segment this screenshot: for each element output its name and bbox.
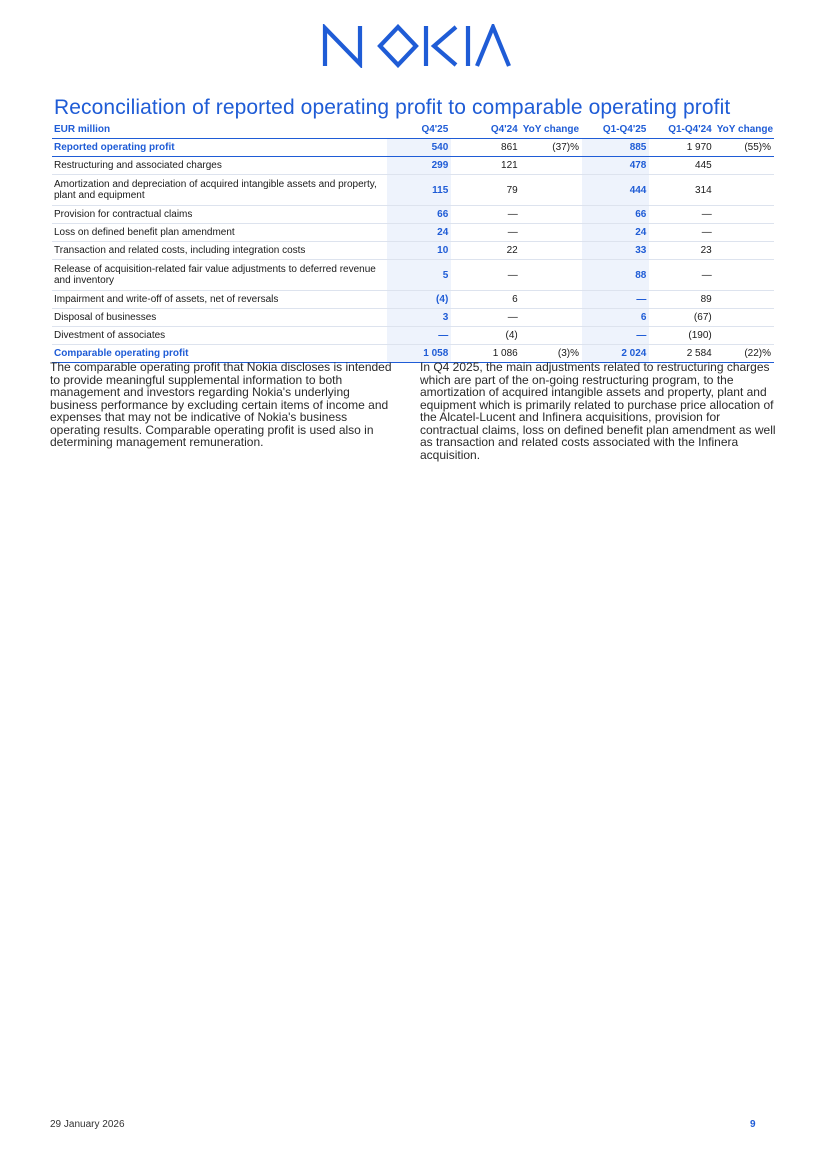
cell-q4-24: 1 086 — [451, 345, 520, 363]
cell-yoy-quarter: (3)% — [521, 345, 582, 363]
cell-yoy-quarter — [521, 309, 582, 327]
cell-q4-24: — — [451, 260, 520, 291]
cell-q1-q4-24: 314 — [649, 175, 714, 206]
column-header-q1-q4-24: Q1-Q4'24 — [649, 122, 714, 139]
cell-q1-q4-24: 1 970 — [649, 139, 714, 157]
cell-q1-q4-24: 445 — [649, 157, 714, 175]
cell-q1-q4-25: 885 — [582, 139, 649, 157]
cell-q1-q4-25: — — [582, 327, 649, 345]
cell-q1-q4-25: 2 024 — [582, 345, 649, 363]
cell-q4-25: 66 — [387, 206, 451, 224]
row-label: Reported operating profit — [52, 139, 387, 157]
table-row-divestment — [52, 327, 774, 345]
row-label: Transaction and related costs, including integration costs — [52, 242, 387, 260]
cell-q1-q4-25: 6 — [582, 309, 649, 327]
cell-yoy-quarter — [521, 242, 582, 260]
cell-yoy-quarter — [521, 327, 582, 345]
cell-q1-q4-24: — — [649, 206, 714, 224]
table-row-benefit-plan — [52, 224, 774, 242]
column-header-unit: EUR million — [52, 122, 387, 139]
cell-q4-25: (4) — [387, 291, 451, 309]
cell-q4-24: 79 — [451, 175, 520, 206]
cell-yoy-year — [715, 175, 774, 206]
row-label: Divestment of associates — [52, 327, 387, 345]
column-header-yoy-change-year: YoY change — [715, 122, 774, 139]
table-row-restructuring — [52, 157, 774, 175]
table-header-row — [52, 122, 774, 139]
cell-q1-q4-24: — — [649, 224, 714, 242]
row-label: Release of acquisition-related fair value adjustments to deferred revenue and inventory — [52, 260, 387, 291]
reconciliation-table — [52, 122, 774, 363]
cell-q4-25: 5 — [387, 260, 451, 291]
column-header-q4-25: Q4'25 — [387, 122, 451, 139]
cell-q4-24: — — [451, 206, 520, 224]
cell-yoy-year — [715, 157, 774, 175]
cell-q1-q4-24: (190) — [649, 327, 714, 345]
cell-q4-25: 10 — [387, 242, 451, 260]
cell-q1-q4-25: 24 — [582, 224, 649, 242]
cell-yoy-year: (22)% — [715, 345, 774, 363]
cell-q4-24: 22 — [451, 242, 520, 260]
cell-q1-q4-24: — — [649, 260, 714, 291]
table-row-reported-operating-profit — [52, 139, 774, 157]
paragraph-q4-adjustments: In Q4 2025, the main adjustments related to restructuring charges which are part of the on-going restructuring program, to the amortization of acquired intangible assets and property, plant and equipment which is primarily related to purchase price allocation of the Alcatel-Lucent and Infinera acquisitions, provision for contractual claims, loss on defined benefit plan amendment as well as transaction and related costs associated with the Infinera acquisition. — [420, 360, 776, 462]
cell-q1-q4-25: 444 — [582, 175, 649, 206]
cell-q4-25: 115 — [387, 175, 451, 206]
cell-yoy-quarter — [521, 175, 582, 206]
cell-q4-24: 861 — [451, 139, 520, 157]
cell-q4-24: 6 — [451, 291, 520, 309]
cell-q1-q4-24: 2 584 — [649, 345, 714, 363]
cell-q4-25: 3 — [387, 309, 451, 327]
cell-yoy-year — [715, 291, 774, 309]
cell-q1-q4-25: — — [582, 291, 649, 309]
cell-q1-q4-25: 66 — [582, 206, 649, 224]
paragraph-definition: The comparable operating profit that Nokia discloses is intended to provide meaningful supplemental information to both management and investors regarding Nokia's underlying business performance by excluding certain items of income and expenses that may not be indicative of Nokia's business operating results. Comparable operating profit is used also in determining management remuneration. — [50, 360, 392, 449]
cell-yoy-year — [715, 327, 774, 345]
cell-q1-q4-24: 23 — [649, 242, 714, 260]
row-label: Impairment and write-off of assets, net of reversals — [52, 291, 387, 309]
cell-q4-25: — — [387, 327, 451, 345]
cell-q4-25: 24 — [387, 224, 451, 242]
column-header-q4-24: Q4'24 — [451, 122, 520, 139]
table-row-amortization — [52, 175, 774, 206]
cell-yoy-quarter — [521, 206, 582, 224]
table-row-transaction-costs — [52, 242, 774, 260]
cell-q1-q4-25: 33 — [582, 242, 649, 260]
cell-yoy-year — [715, 224, 774, 242]
cell-q1-q4-24: 89 — [649, 291, 714, 309]
row-label: Restructuring and associated charges — [52, 157, 387, 175]
cell-q1-q4-25: 88 — [582, 260, 649, 291]
table-row-fair-value-release — [52, 260, 774, 291]
cell-yoy-quarter — [521, 157, 582, 175]
table-row-impairment — [52, 291, 774, 309]
row-label: Provision for contractual claims — [52, 206, 387, 224]
cell-q4-25: 299 — [387, 157, 451, 175]
column-header-yoy-change-quarter: YoY change — [521, 122, 582, 139]
cell-q4-24: (4) — [451, 327, 520, 345]
cell-q4-24: 121 — [451, 157, 520, 175]
cell-q4-25: 540 — [387, 139, 451, 157]
row-label: Disposal of businesses — [52, 309, 387, 327]
table-row-disposal — [52, 309, 774, 327]
cell-q4-24: — — [451, 224, 520, 242]
cell-yoy-quarter: (37)% — [521, 139, 582, 157]
row-label: Amortization and depreciation of acquired intangible assets and property, plant and equipment — [52, 175, 387, 206]
cell-yoy-year: (55)% — [715, 139, 774, 157]
page-title: Reconciliation of reported operating profit to comparable operating profit — [54, 96, 731, 119]
footer-date: 29 January 2026 — [50, 1119, 125, 1130]
cell-yoy-quarter — [521, 224, 582, 242]
cell-yoy-year — [715, 242, 774, 260]
cell-q4-25: 1 058 — [387, 345, 451, 363]
cell-yoy-quarter — [521, 260, 582, 291]
row-label: Loss on defined benefit plan amendment — [52, 224, 387, 242]
cell-q4-24: — — [451, 309, 520, 327]
cell-yoy-year — [715, 260, 774, 291]
cell-q1-q4-24: (67) — [649, 309, 714, 327]
column-header-q1-q4-25: Q1-Q4'25 — [582, 122, 649, 139]
cell-yoy-year — [715, 309, 774, 327]
nokia-logo — [322, 24, 512, 68]
cell-q1-q4-25: 478 — [582, 157, 649, 175]
page-number: 9 — [750, 1119, 756, 1130]
table-row-contractual-claims — [52, 206, 774, 224]
row-label: Comparable operating profit — [52, 345, 387, 363]
cell-yoy-year — [715, 206, 774, 224]
cell-yoy-quarter — [521, 291, 582, 309]
